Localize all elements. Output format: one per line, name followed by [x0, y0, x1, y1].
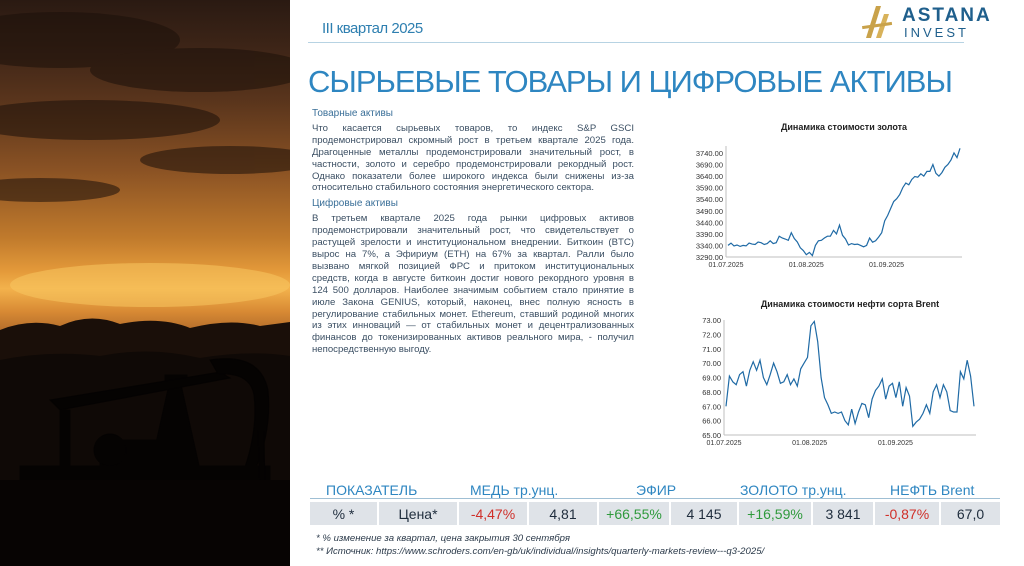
logo-mark-icon — [858, 2, 898, 42]
logo-subtitle: INVEST — [904, 25, 969, 40]
y-tick-label: 68.00 — [702, 387, 721, 397]
gold-price-chart — [680, 116, 980, 281]
y-tick-label: 67.00 — [702, 402, 721, 412]
y-tick-label: 3390.00 — [695, 229, 723, 239]
y-tick-label: 3440.00 — [695, 218, 723, 228]
brent-price-chart — [680, 294, 980, 461]
cell-percent-label: % * — [310, 502, 378, 525]
cell-price-label: Цена* — [378, 502, 458, 525]
chart-title: Динамика стоимости золота — [780, 122, 908, 132]
y-tick-label: 3540.00 — [695, 195, 723, 205]
series-line — [728, 148, 960, 255]
cell-copper-change: -4,47% — [458, 502, 528, 525]
commodities-paragraph: Что касается сырьевых товаров, то индекс S&P GSCI продемонстрировал скромный рост в третьем квартале 2025 года. Драгоценные металлы продемонстрировали значительный рост, в частности, золото и серебро продемонстрировали рекордный рост. Однако показатели более широкого индекса были снижены из-за относительно стабильного состояния энергетического сектора. — [312, 122, 634, 194]
x-tick-label: 01.08.2025 — [792, 440, 828, 447]
y-tick-label: 3590.00 — [695, 183, 723, 193]
page-title: СЫРЬЕВЫЕ ТОВАРЫ И ЦИФРОВЫЕ АКТИВЫ — [308, 64, 952, 99]
header-copper: МЕДЬ тр.унц. — [470, 482, 559, 498]
cell-brent-price: 67,0 — [940, 502, 1000, 525]
y-tick-label: 3740.00 — [695, 148, 723, 158]
oil-pump-sunset-photo — [0, 0, 290, 566]
y-tick-label: 3690.00 — [695, 160, 723, 170]
y-tick-label: 3490.00 — [695, 206, 723, 216]
cell-gold-change: +16,59% — [738, 502, 812, 525]
y-tick-label: 3340.00 — [695, 241, 723, 251]
header-brent: НЕФТЬ Brent — [890, 482, 975, 498]
header-gold: ЗОЛОТО тр.унц. — [740, 482, 847, 498]
y-tick-label: 3290.00 — [695, 253, 723, 262]
series-line — [726, 321, 974, 426]
footnote-change: * % изменение за квартал, цена закрытия 30 сентября — [316, 533, 570, 544]
cell-copper-price: 4,81 — [528, 502, 598, 525]
commodities-heading: Товарные активы — [312, 108, 393, 119]
table-row — [310, 502, 1000, 525]
cell-brent-change: -0,87% — [874, 502, 940, 525]
header-indicator: ПОКАЗАТЕЛЬ — [326, 482, 418, 498]
y-tick-label: 65.00 — [702, 431, 721, 440]
y-tick-label: 72.00 — [702, 330, 721, 340]
quarter-label: III квартал 2025 — [322, 20, 423, 37]
y-tick-label: 70.00 — [702, 359, 721, 369]
y-tick-label: 69.00 — [702, 373, 721, 383]
x-tick-label: 01.07.2025 — [708, 262, 744, 269]
y-tick-label: 71.00 — [702, 344, 721, 354]
y-tick-label: 3640.00 — [695, 172, 723, 182]
digital-assets-heading: Цифровые активы — [312, 198, 398, 210]
indicators-row-table — [310, 502, 1000, 525]
text-column — [312, 108, 634, 360]
header-ether: ЭФИР — [636, 482, 677, 498]
cell-ether-price: 4 145 — [670, 502, 738, 525]
x-tick-label: 01.07.2025 — [706, 440, 742, 447]
x-tick-label: 01.09.2025 — [868, 262, 905, 269]
y-tick-label: 73.00 — [702, 316, 721, 325]
chart-title: Динамика стоимости нефти сорта Brent — [760, 299, 940, 309]
cell-gold-price: 3 841 — [812, 502, 874, 525]
astana-invest-logo — [858, 2, 1018, 42]
x-tick-label: 01.08.2025 — [788, 262, 824, 269]
x-tick-label: 01.09.2025 — [877, 440, 913, 447]
footnote-source: ** Источник: https://www.schroders.com/en-gb/uk/individual/insights/quarterly-markets-review---q3-2025/ — [316, 546, 765, 557]
y-tick-label: 66.00 — [702, 416, 721, 426]
table-header-divider — [310, 498, 1000, 499]
digital-assets-paragraph: В третьем квартале 2025 года рынки цифровых активов продемонстрировали значительный рост, что свидетельствует о растущей зрелости и институциональном внедрении. Биткоин (BTC) вырос на 7%, а Эфириум (ETH) на 67% за квартал. Ралли было вызвано мягкой позицией ФРС и притоком институциональных средств, когда в августе биткоин достиг нового рекордного уровня в 124 500 долларов. Наиболее значимым событием стало принятие в июле Закона GENIUS, который, наконец, внес полную ясность в регулирование стабильных монет. Ethereum, ставший родиной многих из этих инноваций — от стабильных монет и децентрализованных финансов до токенизированных активов реального мира, - получил непосредственную выгоду. — [312, 213, 634, 356]
header-divider — [308, 42, 964, 43]
footnotes — [316, 532, 764, 558]
cell-ether-change: +66,55% — [598, 502, 670, 525]
logo-name: ASTANA — [902, 5, 992, 26]
